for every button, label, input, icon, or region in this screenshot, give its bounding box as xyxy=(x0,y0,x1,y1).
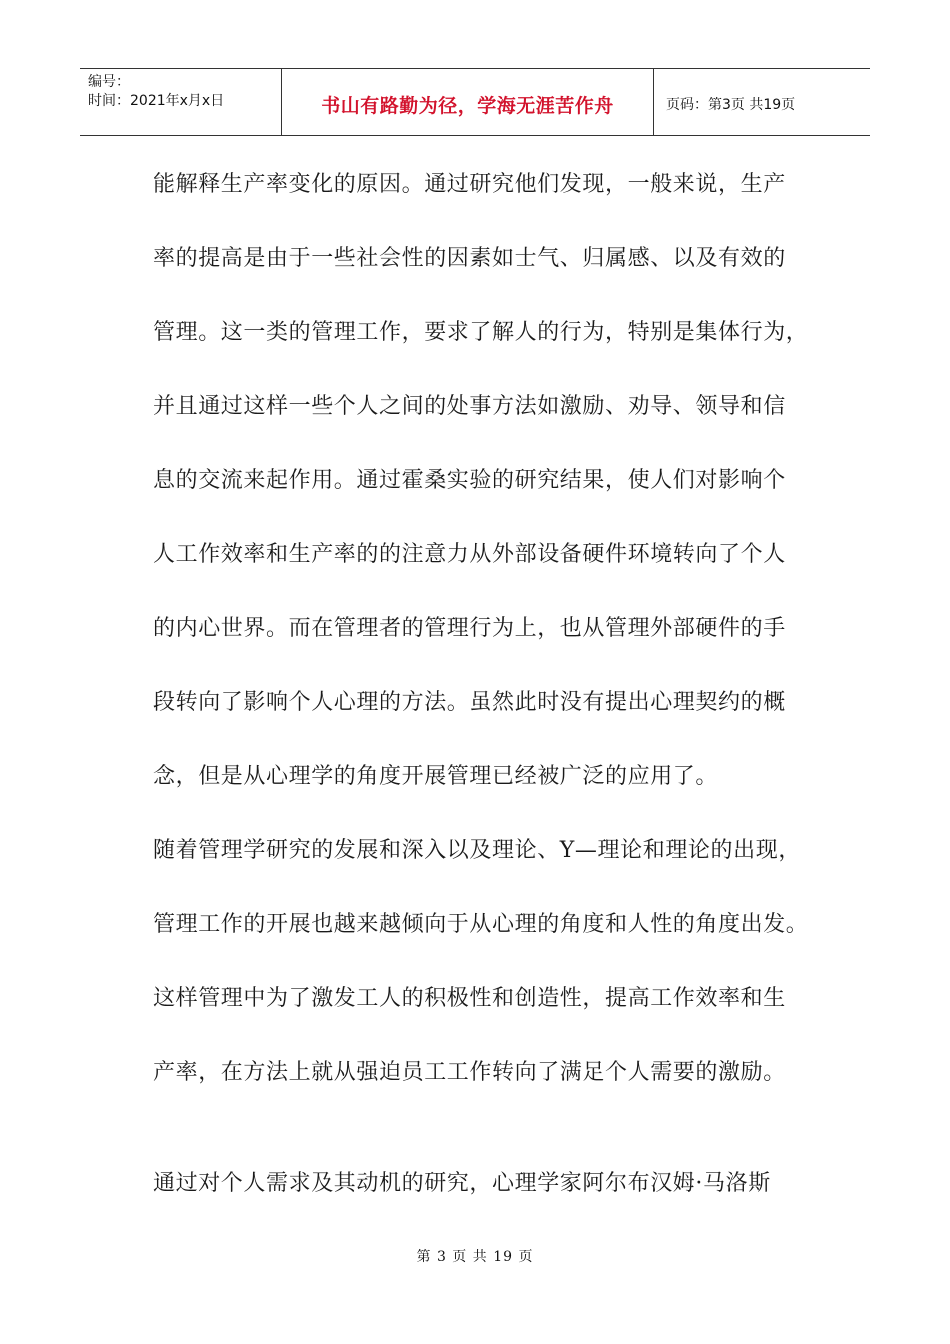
document-body xyxy=(153,166,823,1239)
text-line: 并且通过这样一些个人之间的处事方法如激励、劝导、领导和信 xyxy=(153,394,786,419)
text-line: 率的提高是由于一些社会性的因素如士气、归属感、以及有效的 xyxy=(153,246,786,271)
text-line: 管理。这一类的管理工作，要求了解人的行为，特别是集体行为， xyxy=(153,320,809,345)
text-line: 随着管理学研究的发展和深入以及理论、Y—理论和理论的出现， xyxy=(153,838,801,863)
text-line: 念，但是从心理学的角度开展管理已经被广泛的应用了。 xyxy=(153,764,719,789)
text-line: 管理工作的开展也越来越倾向于从心理的角度和人性的角度出发。 xyxy=(153,912,809,937)
text-line: 能解释生产率变化的原因。通过研究他们发现，一般来说，生产 xyxy=(153,172,786,197)
paragraph-1 xyxy=(153,166,823,795)
header-meta-cell xyxy=(80,69,282,135)
header-motto: 书山有路勤为径，学海无涯苦作舟 xyxy=(282,69,654,135)
number-label: 编号： xyxy=(88,74,130,90)
header-page-code: 页码：第3页 共19页 xyxy=(666,97,796,113)
text-line: 这样管理中为了激发工人的积极性和创造性，提高工作效率和生 xyxy=(153,986,786,1011)
text-line: 产率，在方法上就从强迫员工工作转向了满足个人需要的激励。 xyxy=(153,1060,786,1085)
page-footer: 第 3 页 共 19 页 xyxy=(416,1249,534,1265)
text-line: 人工作效率和生产率的的注意力从外部设备硬件环境转向了个人 xyxy=(153,542,786,567)
document-header xyxy=(80,68,870,136)
text-line: 通过对个人需求及其动机的研究，心理学家阿尔布汉姆·马洛斯 xyxy=(153,1171,771,1196)
text-line: 的内心世界。而在管理者的管理行为上，也从管理外部硬件的手 xyxy=(153,616,786,641)
paragraph-3 xyxy=(153,1165,823,1202)
time-label: 时间：2021年x月x日 xyxy=(88,93,225,109)
paragraph-2 xyxy=(153,832,823,1091)
text-line: 息的交流来起作用。通过霍桑实验的研究结果，使人们对影响个 xyxy=(153,468,786,493)
paragraph-gap xyxy=(153,1128,823,1165)
text-line: 段转向了影响个人心理的方法。虽然此时没有提出心理契约的概 xyxy=(153,690,786,715)
